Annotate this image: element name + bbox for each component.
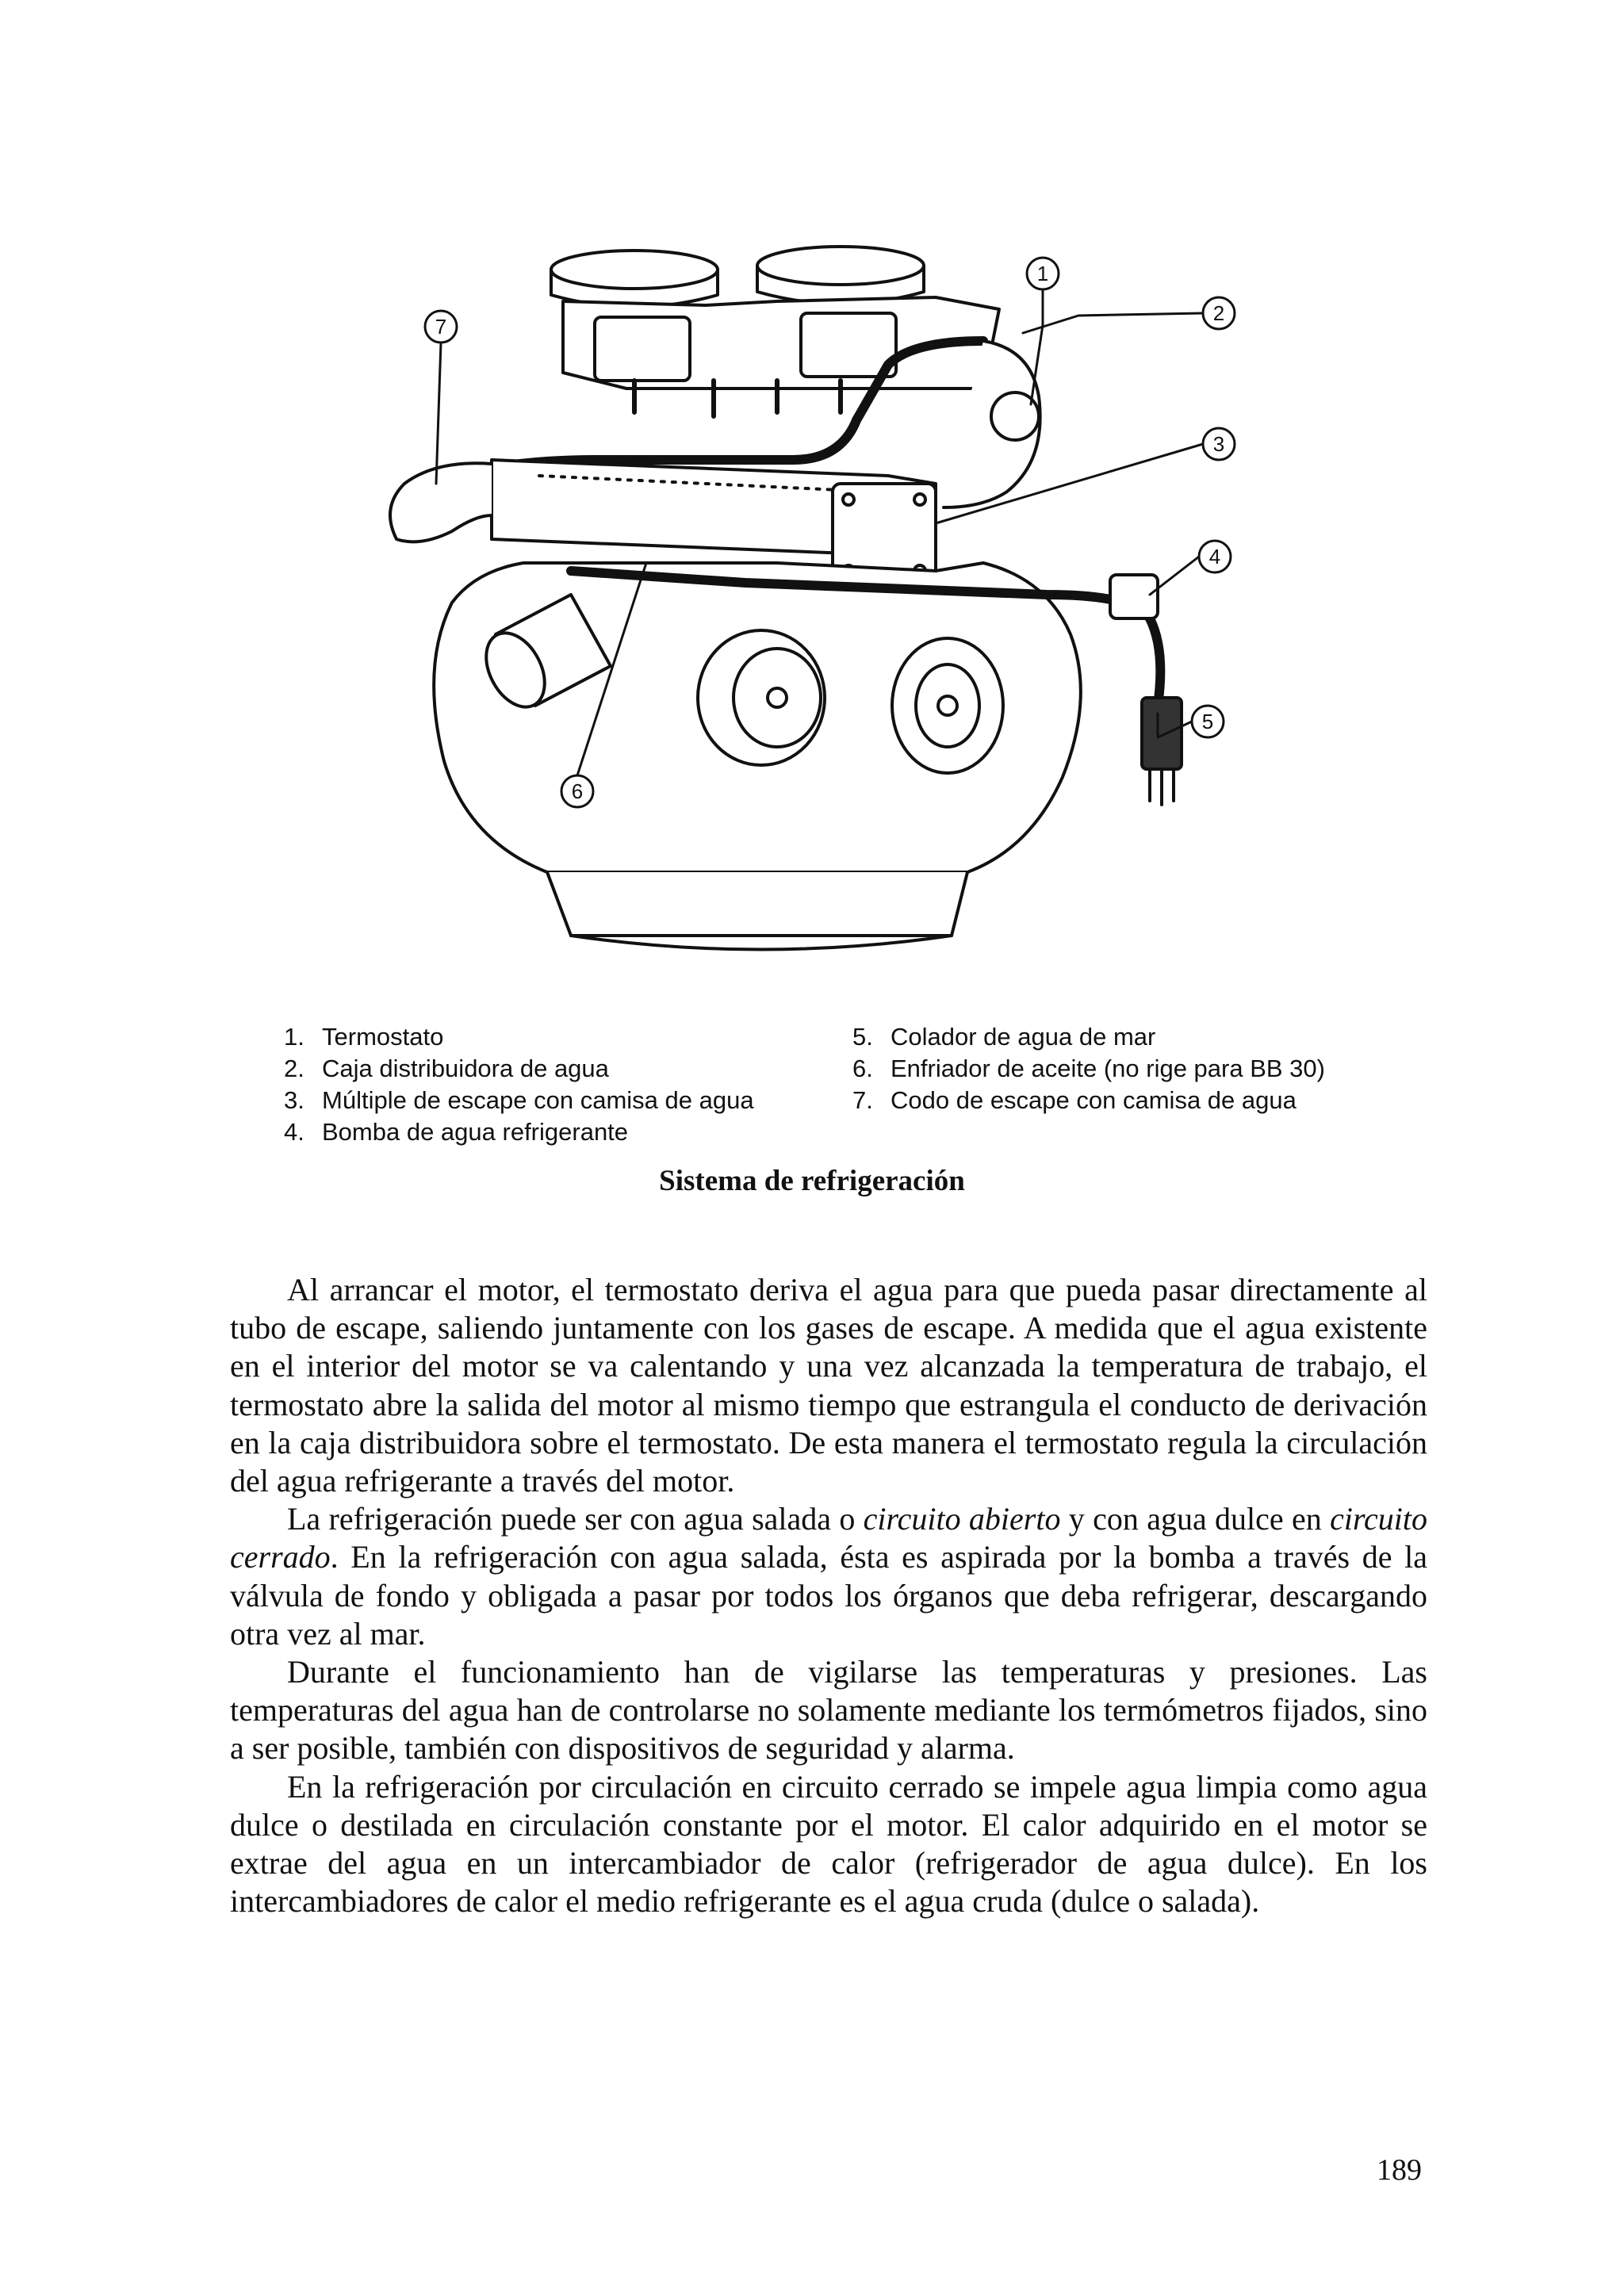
water-pump	[1110, 575, 1158, 618]
figure-caption: Sistema de refrigeración	[659, 1165, 965, 1197]
alternator-pulley	[698, 630, 825, 765]
exhaust-elbow	[390, 463, 492, 542]
legend-item: 7. Codo de escape con camisa de agua	[852, 1086, 1297, 1114]
crank-pulley	[892, 638, 1003, 773]
legend-right	[852, 1021, 1325, 1116]
legend-item: 3. Múltiple de escape con camisa de agua	[284, 1086, 754, 1114]
engine-cooling-figure	[333, 222, 1380, 983]
callout-3: 3	[1212, 432, 1225, 456]
paragraph-4: En la refrigeración por circulación en circuito cerrado se impele agua limpia como agua dulce o destilada en circulación constante por el motor. El calor adquirido en el motor se extrae del agua en un intercambiador de calor (refrigerador de agua dulce). En los intercambiadores de calor el medio refrigerante es el agua cruda (dulce o salada).	[230, 1768, 1427, 1920]
air-filter-right	[757, 247, 924, 304]
callout-7: 7	[435, 315, 447, 339]
air-filter-left	[551, 251, 718, 307]
legend-item: 5. Colador de agua de mar	[852, 1023, 1156, 1051]
paragraph-2: La refrigeración puede ser con agua salada o circuito abierto y con agua dulce en circuito cerrado. En la refrigeración con agua salada, ésta es aspirada por la bomba a través de la válvula de fondo y obligada a pasar por todos los órganos que deba refrigerar, descargando otra vez al mar.	[230, 1501, 1428, 1652]
paragraph-1: Al arrancar el motor, el termostato deriva el agua para que pueda pasar directamente al tubo de escape, saliendo juntamente con los gases de escape. A medida que el agua existente en el interior del motor se va calentando y una vez alcanzada la temperatura de trabajo, el termostato abre la salida del motor al mismo tiempo que estrangula el conducto de derivación en la caja distribuidora sobre el termostato. De esta manera el termostato regula la circulación del agua refrigerante a través del motor.	[230, 1272, 1427, 1499]
callout-6: 6	[571, 779, 584, 803]
legend-item: 4. Bomba de agua refrigerante	[284, 1118, 629, 1146]
callout-4: 4	[1208, 545, 1221, 568]
legend-left	[284, 1021, 754, 1148]
body-text	[230, 1271, 1427, 1920]
sea-water-strainer	[1142, 698, 1182, 805]
callout-1: 1	[1036, 262, 1049, 285]
callout-5: 5	[1201, 710, 1214, 733]
legend-item: 6. Enfriador de aceite (no rige para BB 30)	[852, 1055, 1325, 1082]
page-number: 189	[1377, 2153, 1422, 2187]
paragraph-3: Durante el funcionamiento han de vigilarse las temperaturas y presiones. Las temperaturas del agua han de controlarse no solamente mediante los termómetros fijados, sino a ser posible, también con dispositivos de seguridad y alarma.	[230, 1654, 1427, 1767]
legend-item: 2. Caja distribuidora de agua	[284, 1055, 609, 1082]
callout-2: 2	[1212, 301, 1225, 325]
legend-item: 1. Termostato	[284, 1023, 444, 1051]
